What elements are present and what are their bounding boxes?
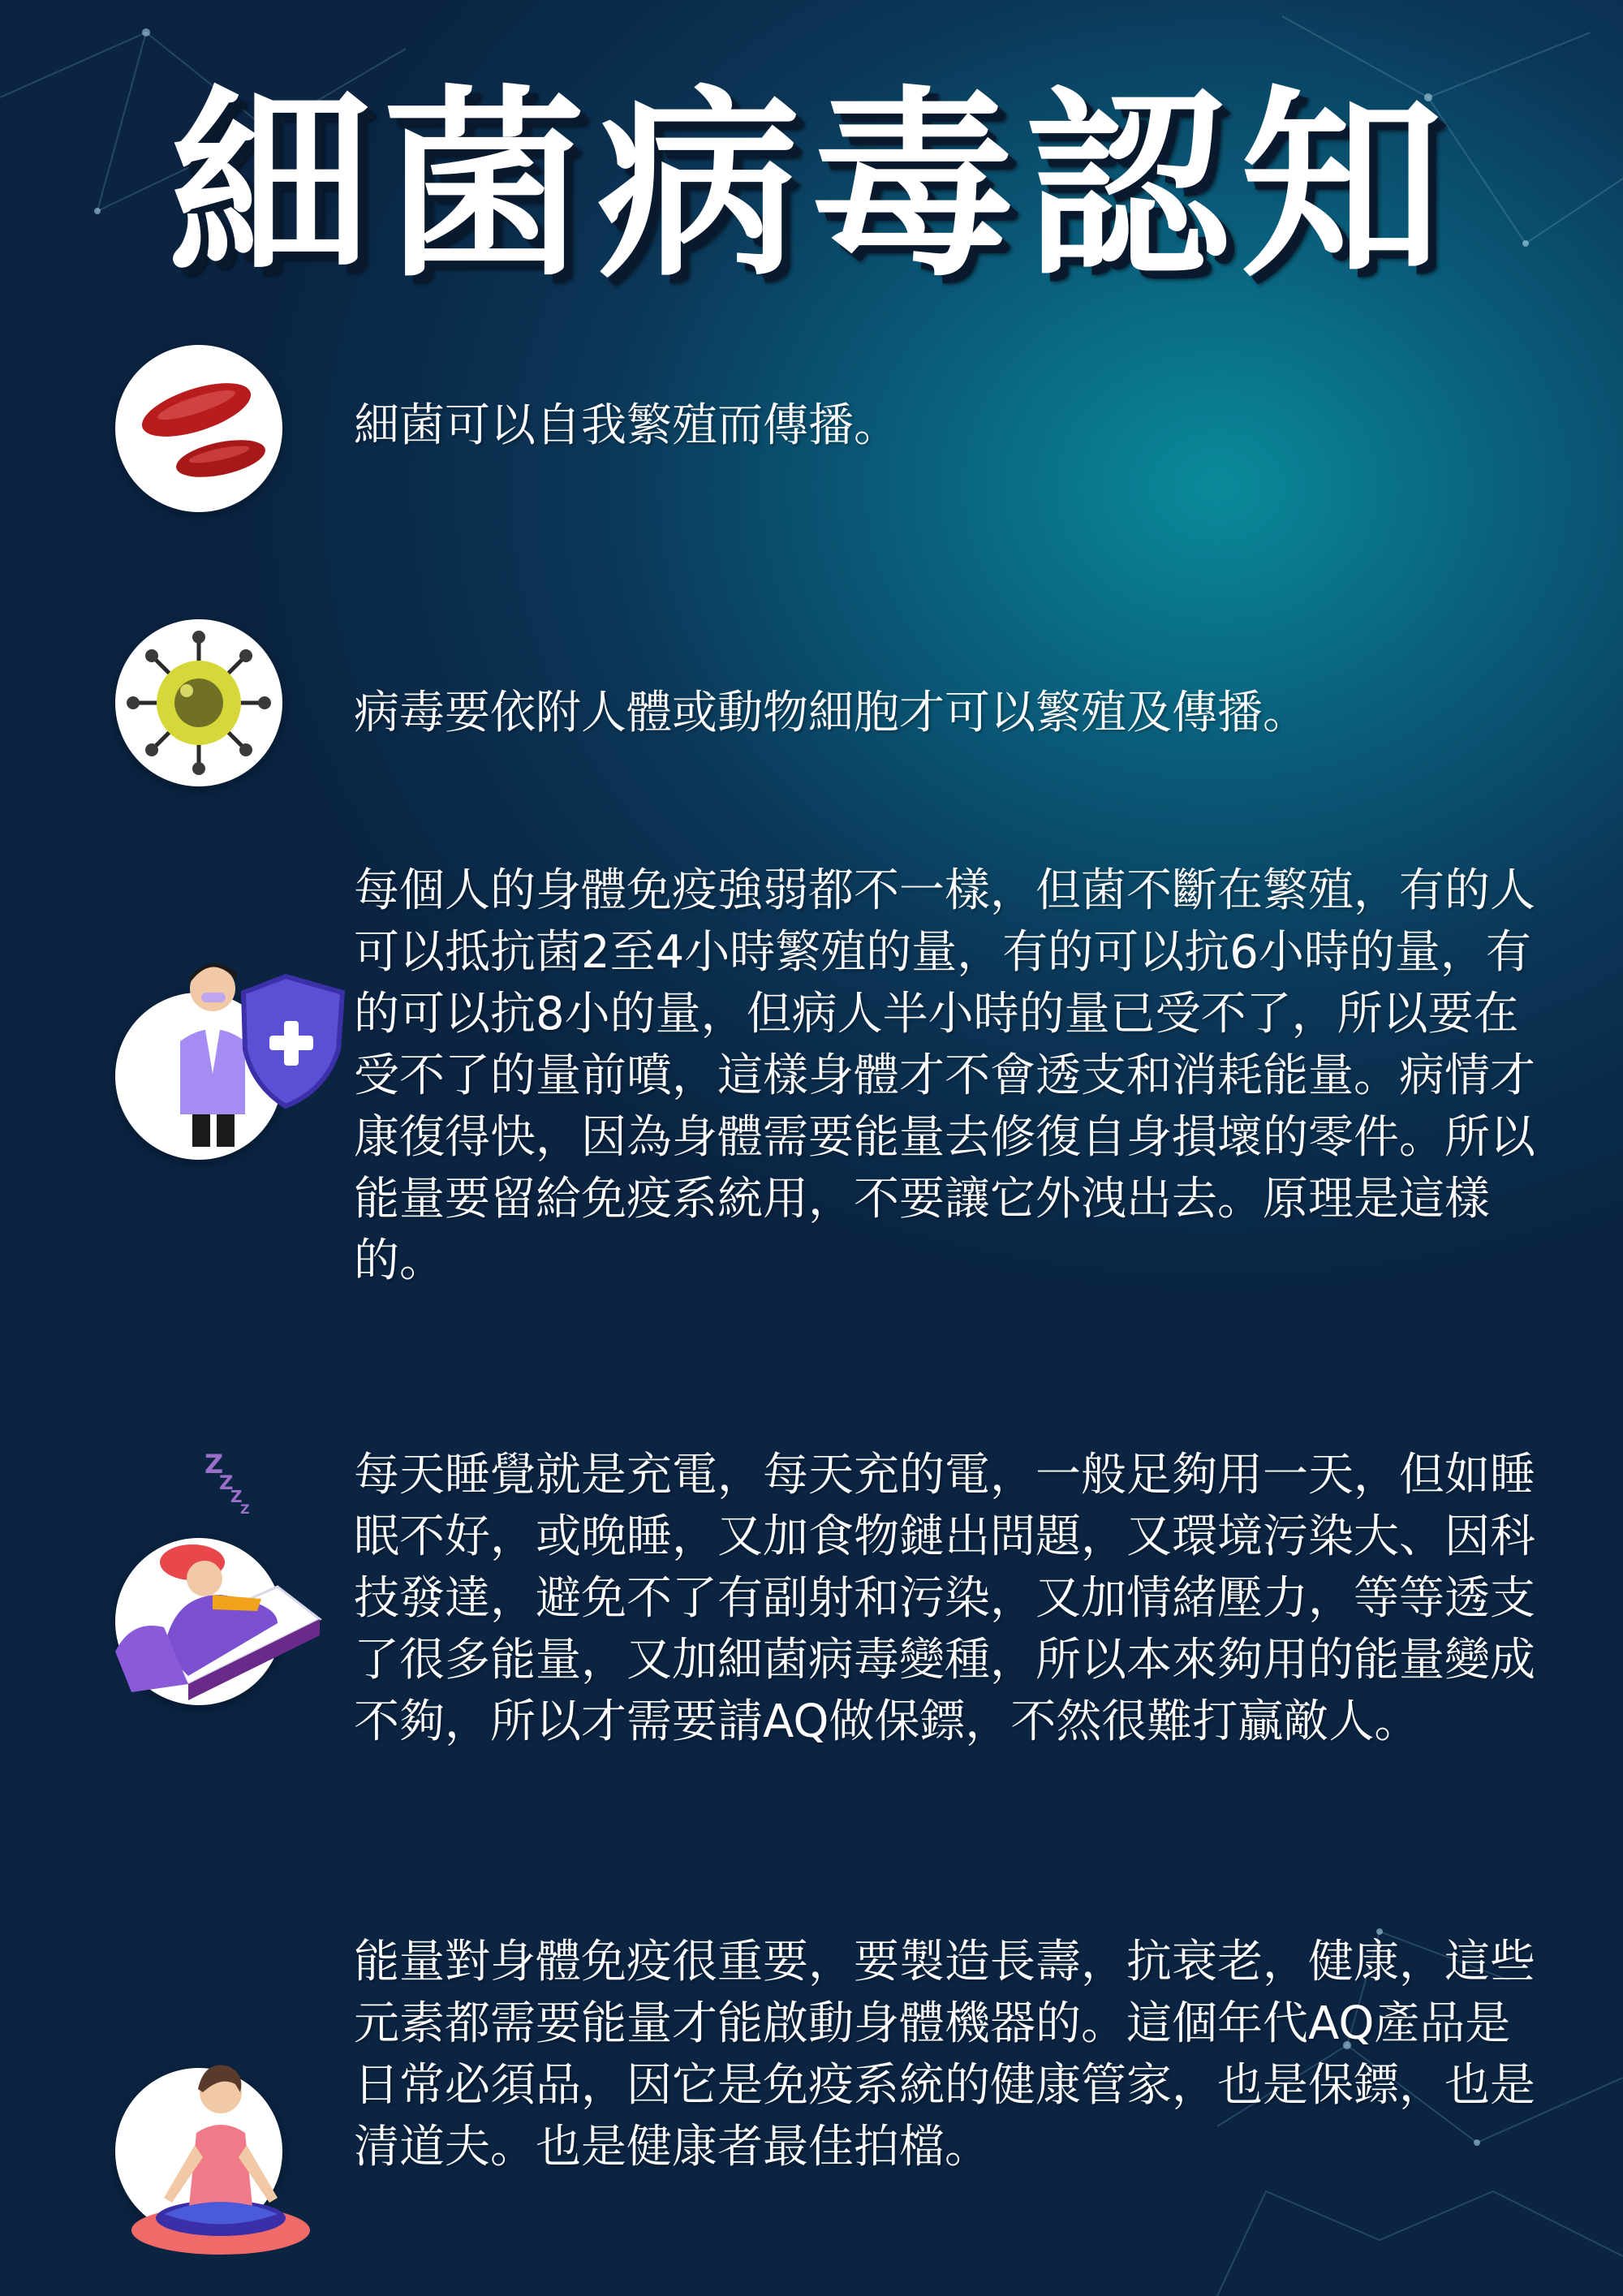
svg-text:Z: Z	[219, 1471, 234, 1494]
page-title: 細菌病毒認知	[169, 68, 1454, 304]
immune-shield-icon	[115, 993, 282, 1160]
svg-text:Z: Z	[240, 1501, 250, 1517]
info-text: 細菌可以自我繁殖而傳播。	[354, 399, 899, 452]
meditation-icon	[115, 2068, 282, 2235]
svg-text:Z: Z	[204, 1449, 224, 1480]
virus-icon	[115, 619, 282, 786]
bacteria-icon	[115, 345, 282, 512]
info-text: 每天睡覺就是充電，每天充的電，一般足夠用一天，但如睡眠不好，或晚睡，又加食物鏈出問題，又環境污染大、因科技發達，避免不了有副射和污染，又加情緒壓力，等等透支了很多能量，又加細菌病毒變種，所以本來夠用的能量變成不夠，所以才需要請AQ做保鏢，不然很難打贏敵人。	[354, 1449, 1535, 1748]
sleeping-person-icon	[115, 1449, 282, 1705]
info-text: 能量對身體免疫很重要，要製造長壽，抗衰老，健康，這些元素都需要能量才能啟動身體機器的。這個年代AQ產品是日常必須品，因它是免疫系統的健康管家，也是保鏢，也是清道夫。也是健康者最佳拍檔。	[354, 1936, 1535, 2173]
info-text: 每個人的身體免疫強弱都不一樣，但菌不斷在繁殖，有的人可以抵抗菌2至4小時繁殖的量，有的可以抗6小時的量，有的可以抗8小的量，但病人半小時的量已受不了，所以要在受不了的量前噴，這樣身體才不會透支和消耗能量。病情才康復得快，因為身體需要能量去修復自身損壞的零件。所以能量要留給免疫系統用，不要讓它外洩出去。原理是這樣的。	[354, 864, 1535, 1287]
svg-text:Z: Z	[230, 1487, 243, 1506]
info-text: 病毒要依附人體或動物細胞才可以繁殖及傳播。	[354, 687, 1308, 739]
